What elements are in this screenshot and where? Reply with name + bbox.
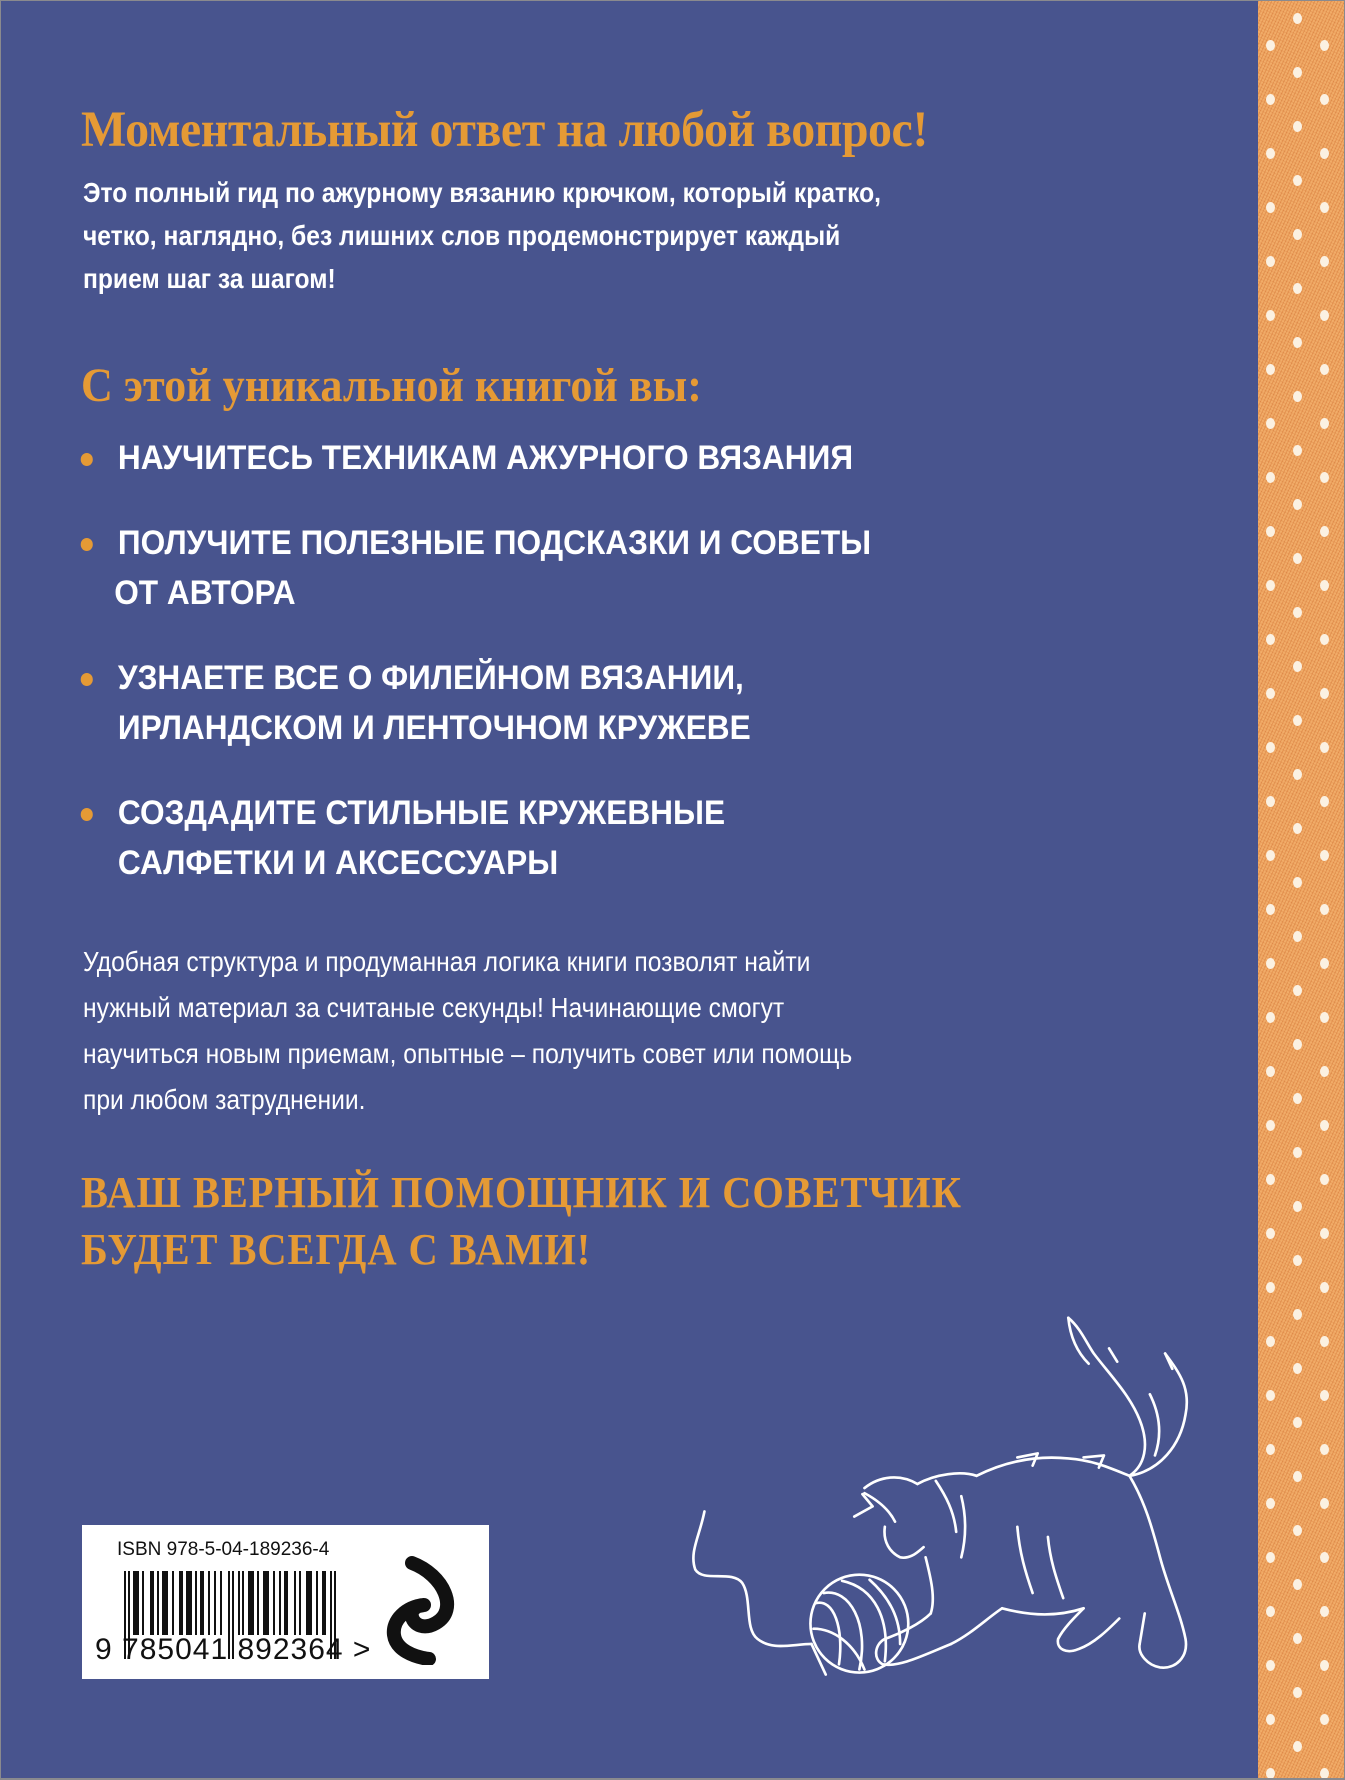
polka-dot-icon [1266, 688, 1275, 699]
polka-dot-icon [1320, 202, 1329, 213]
polka-dot-icon [1266, 1012, 1275, 1023]
polka-dot-icon [1266, 256, 1275, 267]
polka-dot-icon [1293, 175, 1302, 186]
benefit-item: СОЗДАДИТЕ СТИЛЬНЫЕ КРУЖЕВНЫЕ САЛФЕТКИ И АКСЕССУАРЫ [77, 788, 871, 888]
polka-dot-icon [1293, 1363, 1302, 1374]
polka-dot-icon [1266, 796, 1275, 807]
polka-dot-icon [1320, 1336, 1329, 1347]
polka-dot-icon [1293, 1741, 1302, 1752]
polka-dot-icon [1320, 1282, 1329, 1293]
polka-dot-icon [1293, 715, 1302, 726]
polka-dot-icon [1293, 1687, 1302, 1698]
polka-dot-icon [1293, 229, 1302, 240]
polka-dot-icon [1293, 1201, 1302, 1212]
benefit-item: ПОЛУЧИТЕ ПОЛЕЗНЫЕ ПОДСКАЗКИ И СОВЕТЫ ОТ АВТОРА [77, 518, 871, 618]
polka-dot-icon [1266, 580, 1275, 591]
polka-dot-icon [1320, 1174, 1329, 1185]
polka-dot-icon [1266, 634, 1275, 645]
polka-dot-icon [1266, 1660, 1275, 1671]
polka-dot-icon [1266, 1498, 1275, 1509]
polka-dot-icon [1293, 1579, 1302, 1590]
polka-dot-icon [1266, 850, 1275, 861]
polka-dot-icon [1293, 1093, 1302, 1104]
polka-dot-icon [1293, 661, 1302, 672]
polka-dot-icon [1293, 283, 1302, 294]
description-paragraph: Удобная структура и продуманная логика книги позволят найти нужный материал за считаные секунды! Начинающие смогут научиться новым приемам, опытные – получить совет или помощь при любом затруднении. [83, 946, 853, 1115]
polka-dot-icon [1320, 418, 1329, 429]
polka-dot-icon [1293, 1039, 1302, 1050]
polka-dot-icon [1320, 1498, 1329, 1509]
polka-dot-icon [1266, 1390, 1275, 1401]
polka-dot-icon [1293, 67, 1302, 78]
polka-dot-icon [1266, 1282, 1275, 1293]
polka-dot-icon [1320, 1660, 1329, 1671]
polka-dot-icon [1320, 364, 1329, 375]
polka-dot-icon [1266, 364, 1275, 375]
benefit-item: НАУЧИТЕСЬ ТЕХНИКАМ АЖУРНОГО ВЯЗАНИЯ [77, 433, 871, 483]
polka-dot-icon [1293, 391, 1302, 402]
polka-dot-icon [1320, 310, 1329, 321]
polka-dot-icon [1266, 526, 1275, 537]
polka-dot-icon [1266, 418, 1275, 429]
ean-digits: 9 785041 892364 > [95, 1633, 372, 1666]
polka-dot-icon [1320, 1012, 1329, 1023]
polka-dot-icon [1266, 202, 1275, 213]
polka-dot-icon [1320, 580, 1329, 591]
polka-dot-icon [1320, 94, 1329, 105]
headline: Моментальный ответ на любой вопрос! [81, 102, 928, 158]
subheadline: С этой уникальной книгой вы: [81, 359, 702, 412]
benefits-list [77, 433, 931, 923]
polka-dot-icon [1266, 310, 1275, 321]
polka-dot-icon [1320, 526, 1329, 537]
polka-dot-icon [1266, 904, 1275, 915]
bullet-dot-icon [81, 808, 93, 821]
isbn-number: ISBN 978-5-04-189236-4 [117, 1539, 330, 1560]
polka-dot-icon [1293, 769, 1302, 780]
book-back-cover [1, 1, 1344, 1778]
polka-dot-icon [1266, 472, 1275, 483]
polka-dot-icon [1320, 634, 1329, 645]
closing-slogan: ВАШ ВЕРНЫЙ ПОМОЩНИК И СОВЕТЧИК БУДЕТ ВСЕГДА С ВАМИ! [81, 1168, 962, 1274]
polka-dot-icon [1293, 1147, 1302, 1158]
bullet-dot-icon [81, 538, 93, 551]
polka-dot-icon [1320, 958, 1329, 969]
polka-dot-icon [1266, 1768, 1275, 1778]
polka-dot-icon [1320, 1552, 1329, 1563]
polka-dot-icon [1266, 1174, 1275, 1185]
intro-line: прием шаг за шагом! [83, 263, 336, 294]
publisher-logo-icon [384, 1555, 464, 1665]
polka-dot-icon [1293, 985, 1302, 996]
polka-dot-icon [1293, 1255, 1302, 1266]
polka-dot-icon [1320, 688, 1329, 699]
intro-line: Это полный гид по ажурному вязанию крючком, который кратко, [83, 177, 881, 208]
polka-dot-icon [1266, 958, 1275, 969]
intro-line: четко, наглядно, без лишних слов продемонстрирует каждый [83, 220, 841, 251]
polka-dot-icon [1320, 1120, 1329, 1131]
polka-dot-icon [1293, 1471, 1302, 1482]
bullet-dot-icon [81, 673, 93, 686]
polka-dot-icon [1293, 337, 1302, 348]
polka-dot-icon [1320, 1768, 1329, 1778]
polka-dot-icon [1293, 1309, 1302, 1320]
polka-dot-icon [1293, 1633, 1302, 1644]
polka-dot-icon [1266, 1120, 1275, 1131]
polka-dot-icon [1320, 742, 1329, 753]
polka-dot-icon [1320, 40, 1329, 51]
polka-dot-icon [1320, 1714, 1329, 1725]
polka-dot-icon [1320, 1228, 1329, 1239]
polka-dot-icon [1320, 256, 1329, 267]
polka-dot-icon [1320, 472, 1329, 483]
polka-dot-icon [1293, 121, 1302, 132]
polka-dot-icon [1320, 796, 1329, 807]
polka-dot-icon [1266, 1228, 1275, 1239]
polka-dot-icon [1266, 40, 1275, 51]
polka-dot-icon [1293, 877, 1302, 888]
polka-dot-icon [1293, 445, 1302, 456]
polka-dot-icon [1293, 13, 1302, 24]
polka-dot-icon [1266, 1336, 1275, 1347]
polka-dot-icon [1266, 1714, 1275, 1725]
polka-dot-icon [1266, 1444, 1275, 1455]
polka-dot-icon [1320, 1444, 1329, 1455]
polka-dot-icon [1266, 94, 1275, 105]
cat-with-yarn-icon [681, 1291, 1211, 1681]
polka-dot-icon [1293, 823, 1302, 834]
polka-dot-icon [1266, 1552, 1275, 1563]
bullet-dot-icon [81, 453, 93, 466]
polka-dot-icon [1320, 1606, 1329, 1617]
polka-dot-icon [1293, 499, 1302, 510]
polka-dot-icon [1293, 1525, 1302, 1536]
polka-dot-icon [1266, 1066, 1275, 1077]
benefit-item: УЗНАЕТЕ ВСЕ О ФИЛЕЙНОМ ВЯЗАНИИ, ИРЛАНДСКОМ И ЛЕНТОЧНОМ КРУЖЕВЕ [77, 653, 871, 753]
polka-dot-icon [1266, 148, 1275, 159]
polka-dot-icon [1320, 904, 1329, 915]
polka-dot-icon [1293, 1417, 1302, 1428]
polka-dot-icon [1320, 1390, 1329, 1401]
polka-dot-icon [1266, 742, 1275, 753]
polka-dot-icon [1293, 931, 1302, 942]
polka-dot-icon [1320, 1066, 1329, 1077]
polka-dot-icon [1293, 607, 1302, 618]
intro-text [83, 171, 1095, 300]
isbn-barcode-label [82, 1525, 489, 1679]
polka-dot-icon [1320, 850, 1329, 861]
polka-dot-spine-strip [1258, 1, 1344, 1778]
polka-dot-icon [1266, 1606, 1275, 1617]
polka-dot-icon [1293, 553, 1302, 564]
polka-dot-icon [1320, 148, 1329, 159]
